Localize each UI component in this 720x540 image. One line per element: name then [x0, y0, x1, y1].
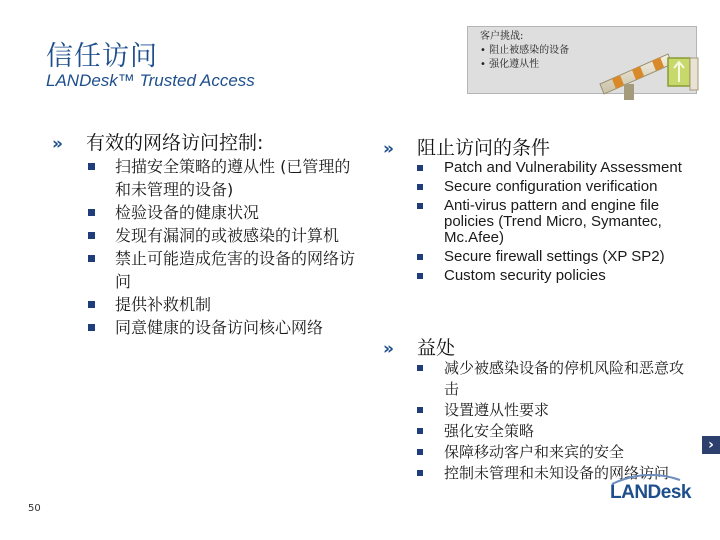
list-item-text: 设置遵从性要求 [444, 401, 550, 419]
list-item-text: 同意健康的设备访问核心网络 [115, 318, 324, 337]
bullet-icon [88, 324, 95, 331]
next-slide-arrow-icon[interactable]: › [702, 436, 720, 454]
bullet-icon [417, 165, 423, 171]
bullet-icon [88, 232, 95, 239]
list-item [115, 293, 365, 316]
list-item [115, 201, 365, 224]
chevron-icon: » [383, 139, 391, 159]
left-heading [52, 128, 263, 155]
list-item-text: Secure configuration verification [444, 178, 658, 195]
list-item-text: 扫描安全策略的遵从性 (已管理的和未管理的设备) [115, 157, 351, 199]
page-subtitle: LANDesk™ Trusted Access [46, 71, 255, 90]
bullet-icon [88, 301, 95, 308]
bullet-icon [417, 184, 423, 190]
list-item [444, 268, 684, 284]
list-item-text: 检验设备的健康状况 [115, 203, 260, 222]
list-item-text: Patch and Vulnerability Assessment [444, 159, 682, 176]
chevron-icon: » [383, 339, 391, 359]
page-number: 50 [28, 503, 41, 514]
list-item [444, 179, 684, 195]
bullet-icon [417, 449, 423, 455]
list-item-text: Custom security policies [444, 267, 606, 284]
challenge-item: • 阻止被感染的设备 [480, 45, 570, 56]
list-item-text: 禁止可能造成危害的设备的网络访问 [115, 249, 356, 291]
list-item [444, 442, 684, 463]
list-item [115, 224, 365, 247]
list-item [444, 198, 684, 246]
page-title: 信任访问 [46, 41, 158, 72]
bullet-icon [417, 273, 423, 279]
challenge-item: • 强化遵从性 [480, 59, 540, 70]
list-item-text: Anti-virus pattern and engine file policies (Trend Micro, Symantec, Mc.Afee) [444, 197, 662, 246]
list-item [444, 249, 684, 265]
list-item [115, 155, 365, 201]
list-item-text: 强化安全策略 [444, 422, 535, 440]
list-item-text: 发现有漏洞的或被感染的计算机 [115, 226, 340, 245]
list-item [444, 421, 684, 442]
bullet-icon [417, 254, 423, 260]
barrier-gate-icon [598, 44, 702, 102]
list-item-text: 提供补救机制 [115, 295, 212, 314]
benefits-heading [383, 333, 455, 360]
conditions-heading-text: 阻止访问的条件 [417, 137, 551, 159]
challenge-title: 客户挑战: [480, 31, 524, 42]
list-item [444, 358, 684, 400]
left-bullet-list [115, 155, 365, 339]
bullet-icon [88, 209, 95, 216]
bullet-icon [417, 407, 423, 413]
bullet-icon [417, 365, 423, 371]
left-heading-text: 有效的网络访问控制: [86, 132, 264, 154]
list-item-text: 保障移动客户和来宾的安全 [444, 443, 625, 461]
bullet-icon [417, 428, 423, 434]
bullet-icon [417, 203, 423, 209]
landesk-logo [610, 482, 691, 504]
benefits-list [444, 358, 684, 484]
bullet-icon [88, 163, 95, 170]
benefits-heading-text: 益处 [417, 337, 456, 359]
list-item [115, 316, 365, 339]
list-item-text: 减少被感染设备的停机风险和恶意攻击 [444, 359, 685, 398]
list-item [444, 400, 684, 421]
list-item [115, 247, 365, 293]
conditions-heading [383, 133, 550, 160]
list-item-text: Secure firewall settings (XP SP2) [444, 248, 665, 265]
list-item [444, 160, 684, 176]
logo-text: LANDesk [610, 482, 691, 503]
bullet-icon [88, 255, 95, 262]
bullet-icon [417, 470, 423, 476]
conditions-list [444, 160, 684, 287]
list-item-text: 控制未管理和未知设备的网络访问 [444, 464, 670, 482]
logo-swoosh-icon [610, 472, 682, 486]
chevron-icon: » [52, 134, 60, 154]
